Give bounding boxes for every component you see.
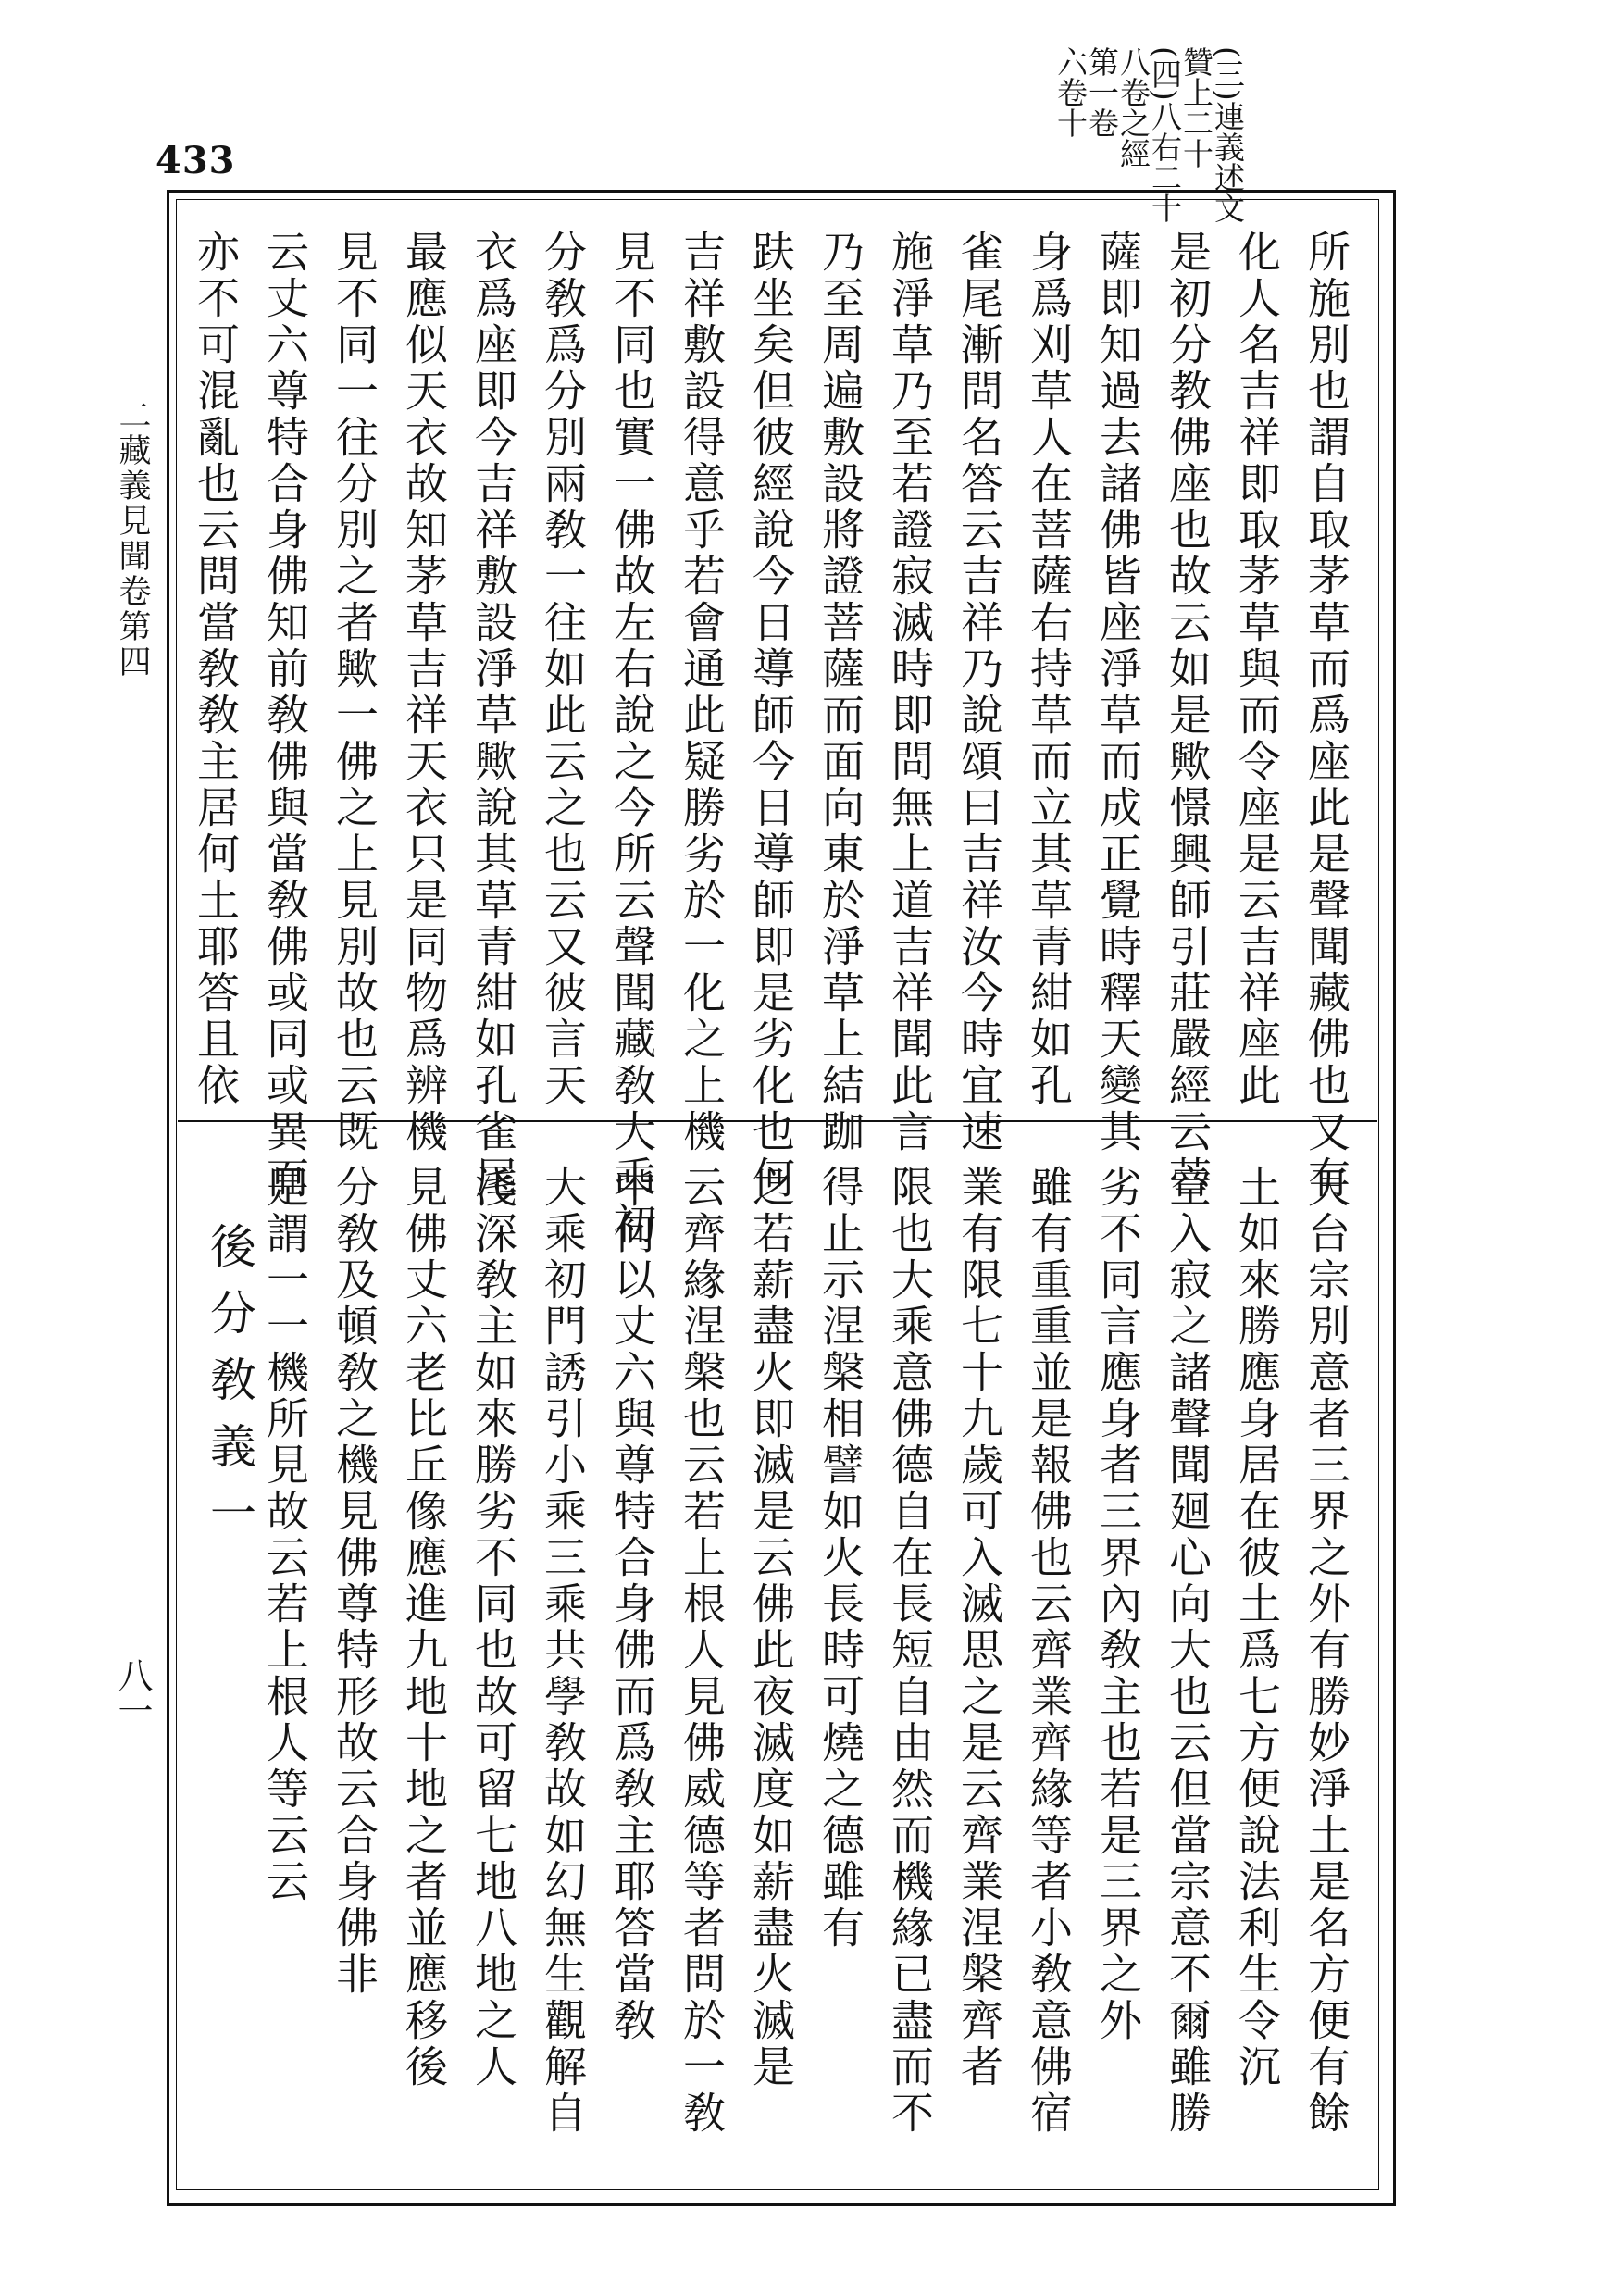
- upper-text-column: 吉祥敷設得意乎若會通此疑勝劣於一化之上機: [677, 230, 727, 1155]
- lower-text-column: 土如來勝應身居在彼土爲七方便說法利生令沉: [1232, 1165, 1282, 2090]
- upper-text-column: 分敎爲分別兩敎一往如此云之也云又彼言天: [538, 230, 588, 1109]
- upper-text-column: 施淨草乃至若證寂滅時即問無上道吉祥聞此言: [885, 230, 935, 1155]
- lower-text-column: 天台宗別意者三界之外有勝妙淨土是名方便有餘: [1301, 1165, 1351, 2137]
- lower-text-column: 中何以丈六與尊特合身佛而爲敎主耶答當敎: [607, 1165, 657, 2044]
- upper-text-column: 衣爲座即今吉祥敷設淨草歟說其草青紺如孔雀尾: [468, 230, 518, 1202]
- editorial-note: 贊上二十: [1178, 46, 1214, 168]
- lower-text-column: 之若薪盡火即滅是云佛此夜滅度如薪盡火滅是: [746, 1165, 796, 2090]
- lower-text-column: 云齊緣涅槃也云若上根人見佛威德等者問於一敎: [677, 1165, 727, 2137]
- page-number: 433: [156, 139, 236, 182]
- running-head: 二藏義見聞卷第四: [114, 398, 151, 680]
- upper-text-column: 薩即知過去諸佛皆座淨草而成正覺時釋天變其: [1093, 230, 1143, 1155]
- lower-text-column: 見佛丈六老比丘像應進九地十地之者並應移後: [399, 1165, 449, 2090]
- upper-text-column: 趺坐矣但彼經說今日導師今日導師即是劣化也何: [746, 230, 796, 1202]
- upper-text-column: 亦不可混亂也云問當敎敎主居何土耶答且依: [191, 230, 241, 1109]
- editorial-notes: [1052, 46, 1250, 223]
- section-title: 後分敎義一: [203, 1222, 256, 1555]
- lower-text-column: 淺深敎主如來勝劣不同也故可留七地八地之人: [468, 1165, 518, 2090]
- editorial-note: (四)八右二十: [1147, 46, 1183, 223]
- editorial-note: 八卷之經: [1115, 46, 1151, 168]
- lower-text-column: 業有限七十九歲可入滅思之是云齊業涅槃齊者: [954, 1165, 1004, 2090]
- editorial-note: 第一卷: [1084, 46, 1120, 138]
- lower-text-column: 限也大乘意佛德自在長短自由然而機緣已盡而不: [885, 1165, 935, 2137]
- upper-text-column: 是初分教佛座也故云如是歟憬興師引莊嚴經云菩: [1163, 230, 1213, 1202]
- lower-text-column: 分敎及頓敎之機見佛尊特形故云合身佛非: [330, 1165, 380, 1998]
- lower-text-column: 空入寂之諸聲聞廻心向大也云但當宗意不爾雖勝: [1163, 1165, 1213, 2137]
- lower-text-column: 大乘初門誘引小乘三乘共學敎故如幻無生觀解自: [538, 1165, 588, 2137]
- upper-text-column: 化人名吉祥即取茅草與而令座是云吉祥座此: [1232, 230, 1282, 1109]
- editorial-note: (三)連義述文: [1210, 46, 1246, 223]
- lower-text-column: 劣不同言應身者三界內敎主也若是三界之外: [1093, 1165, 1143, 2044]
- upper-text-column: 云丈六尊特合身佛知前敎佛與當敎佛或同或異而: [260, 230, 310, 1202]
- upper-text-column: 身爲刈草人在菩薩右持草而立其草青紺如孔: [1024, 230, 1074, 1109]
- folio-number: 八一: [112, 1657, 153, 1728]
- upper-text-column: 雀尾漸問名答云吉祥乃說頌曰吉祥汝今時宜速: [954, 230, 1004, 1155]
- lower-text-column: 是謂一一機所見故云若上根人等云云: [260, 1165, 310, 1905]
- upper-text-column: 乃至周遍敷設將證菩薩而面向東於淨草上結跏: [815, 230, 865, 1155]
- editorial-note: 六卷十: [1052, 46, 1089, 138]
- lower-text-column: 得止示涅槃相譬如火長時可燒之德雖有: [815, 1165, 865, 1952]
- upper-text-column: 所施別也謂自取茅草而爲座此是聲聞藏佛也又有: [1301, 230, 1351, 1202]
- upper-text-column: 最應似天衣故知茅草吉祥天衣只是同物爲辨機: [399, 230, 449, 1155]
- upper-text-column: 見不同也實一佛故左右說之今所云聲聞藏敎大乘初: [607, 230, 657, 1248]
- upper-text-column: 見不同一往分別之者歟一佛之上見別故也云既: [330, 230, 380, 1155]
- lower-text-column: 雖有重重並是報佛也云齊業齊緣等者小敎意佛宿: [1024, 1165, 1074, 2137]
